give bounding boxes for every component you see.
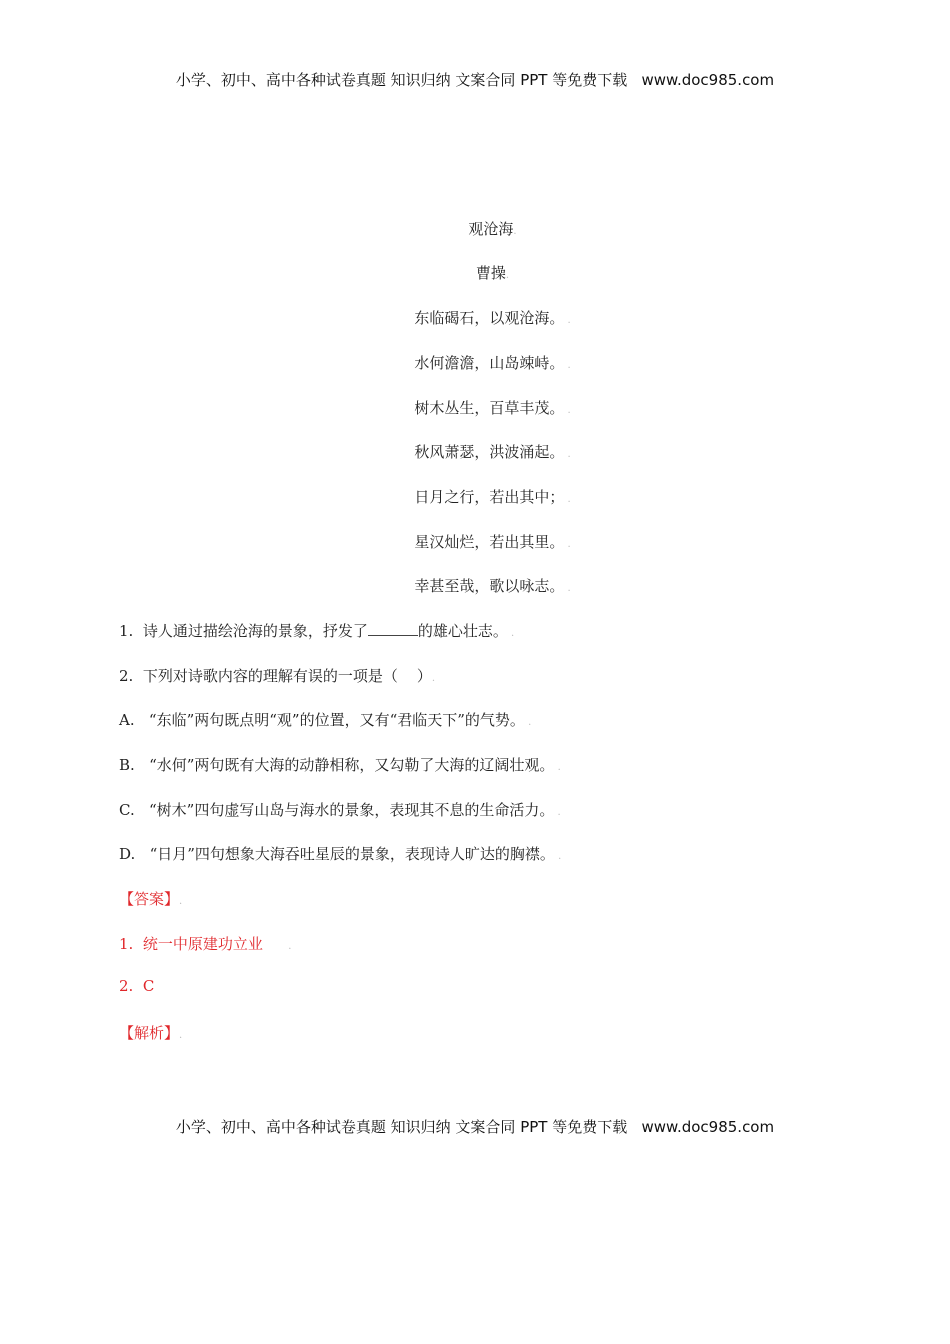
poem-line: 秋风萧瑟，洪波涌起。 . <box>414 443 571 461</box>
answer-heading-text: 【答案】 <box>119 890 180 908</box>
page-footer-banner: 小学、初中、高中各种试卷真题 知识归纳 文案合同 PPT 等免费下载 www.doc985.com <box>175 1118 775 1136</box>
poem-line-text: 日月之行，若出其中； <box>414 488 565 506</box>
poem-line-text: 水何澹澹，山岛竦峙。 <box>414 354 565 372</box>
answer-2-text: 2. C <box>119 977 155 995</box>
poem-line: 日月之行，若出其中； . <box>414 488 571 506</box>
poem-line-text: 树木丛生，百草丰茂。 <box>414 399 565 417</box>
poem-title-text: 观沧海 <box>468 220 514 238</box>
option-a: A. “东临”两句既点明“观”的位置，又有“君临天下”的气势。 . <box>119 711 532 729</box>
poem-author: 曹操. <box>475 264 510 282</box>
question-1-suffix: 的雄心壮志。 <box>417 622 508 640</box>
answer-blank <box>368 621 418 636</box>
answer-1: 1. 统一中原建功立业 . <box>119 935 292 953</box>
question-1: 1. 诗人通过描绘沧海的景象，抒发了 的雄心壮志。 . <box>119 622 515 640</box>
answer-heading: 【答案】. <box>119 890 183 908</box>
option-b: B. “水何”两句既有大海的动静相称，又勾勒了大海的辽阔壮观。 . <box>119 756 561 774</box>
poem-title: 观沧海. <box>468 220 517 238</box>
poem-line: 树木丛生，百草丰茂。 . <box>414 399 571 417</box>
question-2: 2. 下列对诗歌内容的理解有误的一项是（ ）. <box>119 667 436 685</box>
question-1-prefix: 1. 诗人通过描绘沧海的景象，抒发了 <box>119 622 368 640</box>
poem-line-text: 东临碣石，以观沧海。 <box>414 309 565 327</box>
poem-line-text: 幸甚至哉，歌以咏志。 <box>414 577 565 595</box>
analysis-heading-text: 【解析】 <box>119 1024 180 1042</box>
poem-line: 星汉灿烂，若出其里。 . <box>414 533 571 551</box>
option-b-text: B. “水何”两句既有大海的动静相称，又勾勒了大海的辽阔壮观。 <box>119 756 555 774</box>
option-c: C. “树木”四句虚写山岛与海水的景象，表现其不息的生命活力。 . <box>119 801 561 819</box>
poem-line: 幸甚至哉，歌以咏志。 . <box>414 577 571 595</box>
question-2-text: 2. 下列对诗歌内容的理解有误的一项是（ ） <box>119 667 432 685</box>
poem-author-text: 曹操 <box>475 264 506 282</box>
answer-1-text: 1. 统一中原建功立业 <box>119 935 263 953</box>
page-header-banner: 小学、初中、高中各种试卷真题 知识归纳 文案合同 PPT 等免费下载 www.doc985.com <box>175 71 775 89</box>
option-a-text: A. “东临”两句既点明“观”的位置，又有“君临天下”的气势。 <box>119 711 525 729</box>
poem-line: 东临碣石，以观沧海。 . <box>414 309 571 327</box>
answer-2 <box>119 977 154 995</box>
poem-line-text: 星汉灿烂，若出其里。 <box>414 533 565 551</box>
option-d-text: D. “日月”四句想象大海吞吐星辰的景象，表现诗人旷达的胸襟。 <box>119 845 555 863</box>
option-c-text: C. “树木”四句虚写山岛与海水的景象，表现其不息的生命活力。 <box>119 801 555 819</box>
option-d: D. “日月”四句想象大海吞吐星辰的景象，表现诗人旷达的胸襟。 . <box>119 845 562 863</box>
analysis-heading: 【解析】. <box>119 1024 183 1042</box>
poem-line-text: 秋风萧瑟，洪波涌起。 <box>414 443 565 461</box>
poem-line: 水何澹澹，山岛竦峙。 . <box>414 354 571 372</box>
